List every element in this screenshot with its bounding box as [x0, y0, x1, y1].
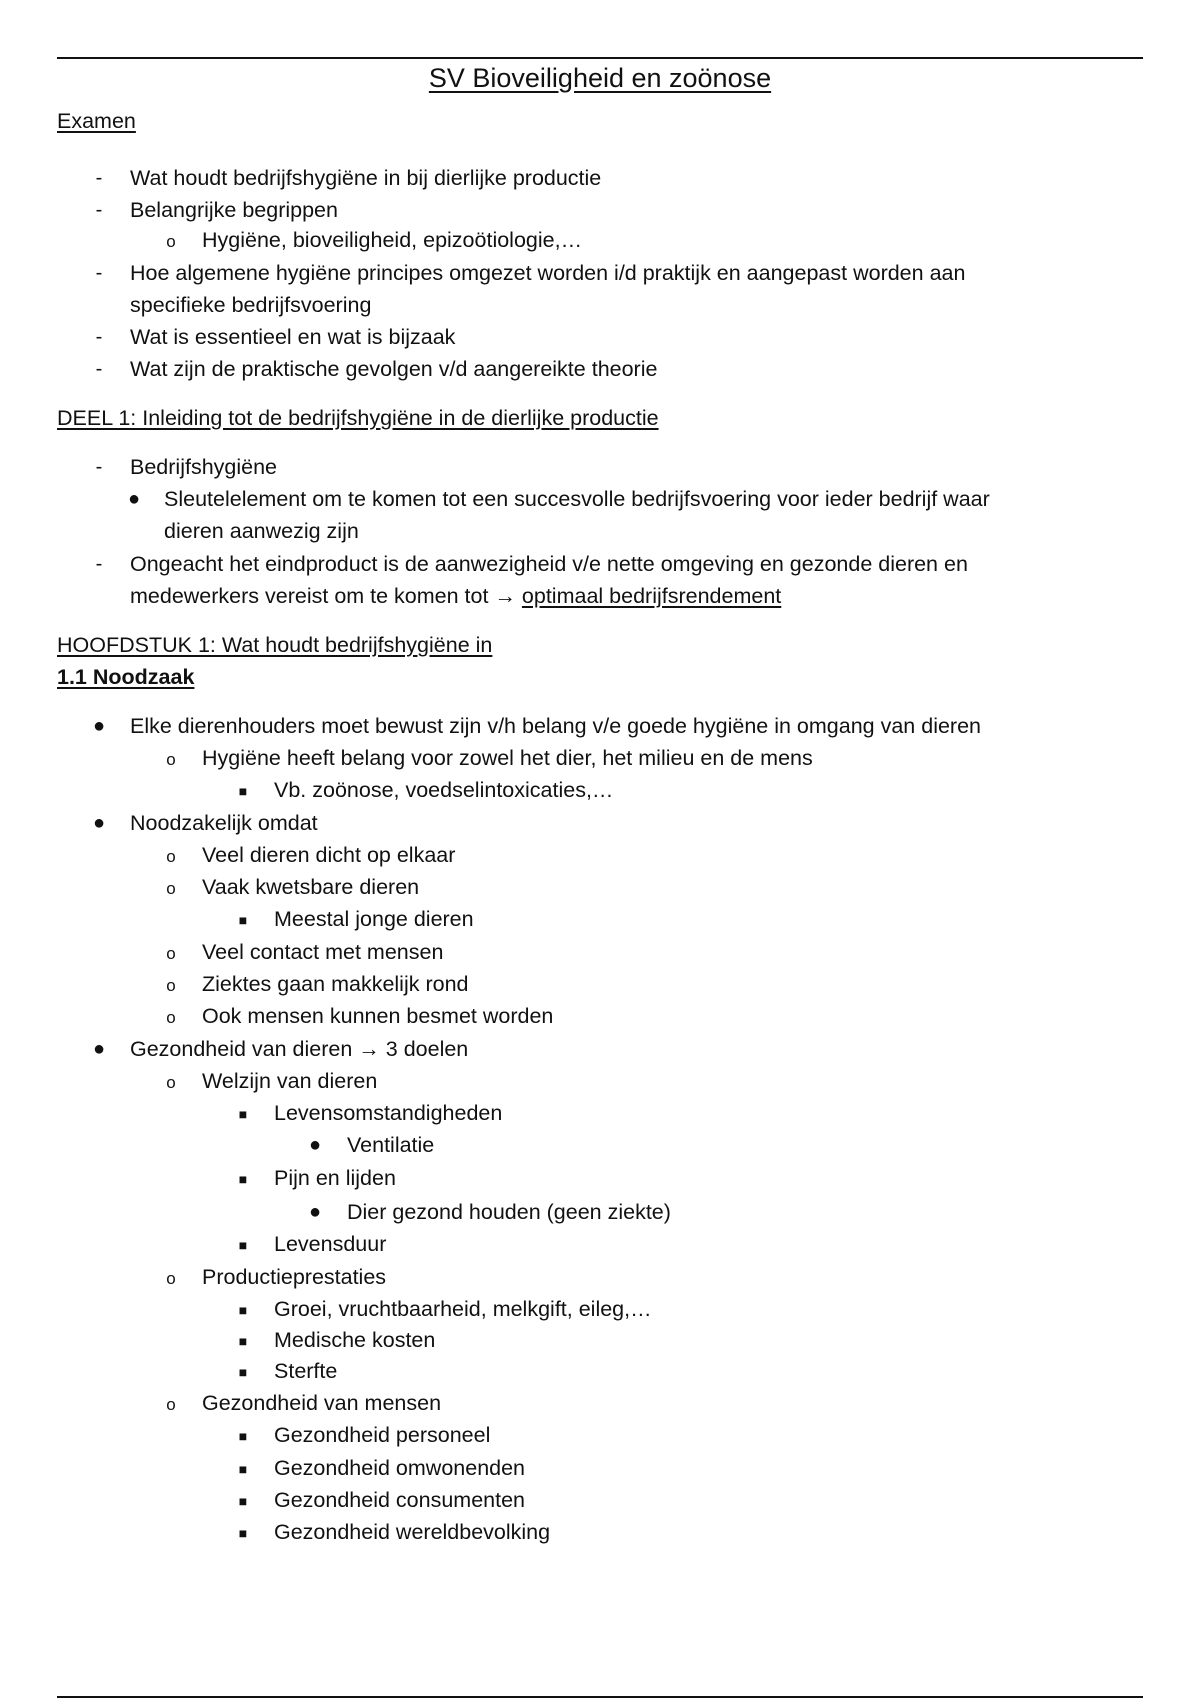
disc-bullet: ● — [92, 715, 106, 737]
dash-bullet: - — [95, 262, 103, 284]
subsection-heading: 1.1 Noodzaak — [57, 665, 195, 689]
dash-bullet: - — [95, 167, 103, 189]
dash-bullet: - — [95, 553, 103, 575]
square-bullet: ■ — [238, 783, 248, 799]
square-bullet: ■ — [238, 1461, 248, 1477]
disc-bullet: ● — [92, 1038, 106, 1060]
section-heading-examen: Examen — [57, 109, 136, 133]
section-heading-deel1: DEEL 1: Inleiding tot de bedrijfshygiëne in de dierlijke productie — [57, 406, 659, 430]
disc-bullet: ● — [308, 1134, 322, 1156]
top-rule — [57, 57, 1143, 59]
square-bullet: ■ — [238, 1428, 248, 1444]
square-bullet: ■ — [238, 1364, 248, 1380]
bottom-rule — [57, 1696, 1143, 1698]
dash-bullet: - — [95, 358, 103, 380]
square-bullet: ■ — [238, 1493, 248, 1509]
circle-bullet: o — [166, 1269, 176, 1288]
square-bullet: ■ — [238, 1171, 248, 1187]
square-bullet: ■ — [238, 1333, 248, 1349]
circle-bullet: o — [166, 847, 176, 866]
disc-bullet: ● — [127, 488, 141, 510]
disc-bullet: ● — [308, 1201, 322, 1223]
circle-bullet: o — [166, 1008, 176, 1027]
square-bullet: ■ — [238, 912, 248, 928]
disc-bullet: ● — [92, 812, 106, 834]
circle-bullet: o — [166, 1395, 176, 1414]
document-title: SV Bioveiligheid en zoönose — [428, 63, 772, 93]
circle-bullet: o — [166, 976, 176, 995]
circle-bullet: o — [166, 879, 176, 898]
circle-bullet: o — [166, 1073, 176, 1092]
emphasis-underlined: optimaal bedrijfsrendement — [521, 584, 782, 608]
square-bullet: ■ — [238, 1237, 248, 1253]
dash-bullet: - — [95, 326, 103, 348]
dash-bullet: - — [95, 199, 103, 221]
square-bullet: ■ — [238, 1525, 248, 1541]
circle-bullet: o — [166, 944, 176, 963]
dash-bullet: - — [95, 456, 103, 478]
circle-bullet: o — [166, 750, 176, 769]
circle-bullet: o — [166, 232, 176, 251]
square-bullet: ■ — [238, 1106, 248, 1122]
square-bullet: ■ — [238, 1302, 248, 1318]
chapter-heading: HOOFDSTUK 1: Wat houdt bedrijfshygiëne in — [57, 633, 493, 657]
